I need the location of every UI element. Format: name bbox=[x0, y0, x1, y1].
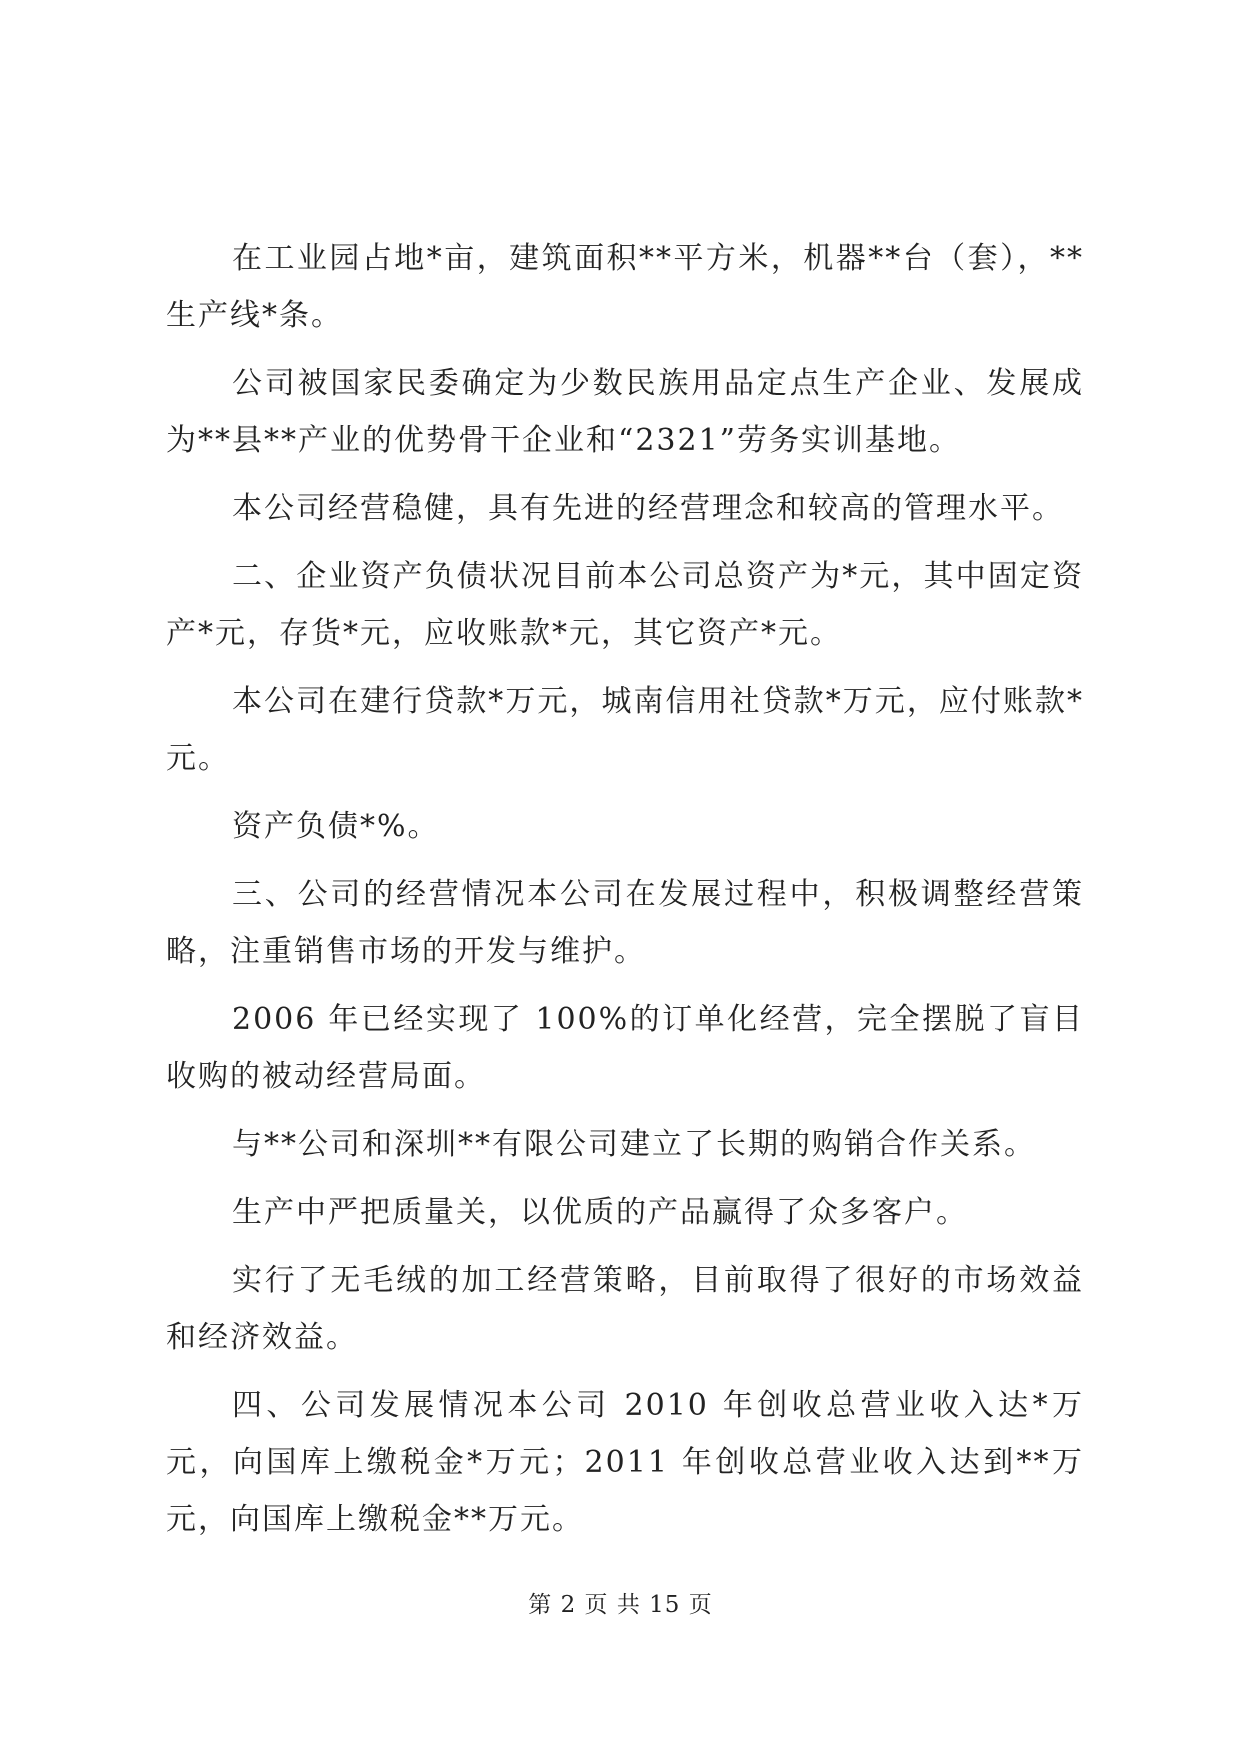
paragraph: 在工业园占地*亩，建筑面积**平方米，机器**台（套），**生产线*条。 bbox=[166, 241, 1084, 333]
paragraph: 生产中严把质量关，以优质的产品赢得了众多客户。 bbox=[232, 1195, 968, 1230]
page-number: 第 2 页 共 15 页 bbox=[528, 1592, 713, 1618]
paragraph: 本公司经营稳健，具有先进的经营理念和较高的管理水平。 bbox=[232, 491, 1064, 526]
paragraph: 三、公司的经营情况本公司在发展过程中，积极调整经营策略，注重销售市场的开发与维护。 bbox=[166, 877, 1084, 969]
paragraph: 实行了无毛绒的加工经营策略，目前取得了很好的市场效益和经济效益。 bbox=[166, 1263, 1084, 1355]
paragraph: 四、公司发展情况本公司 2010 年创收总营业收入达*万元，向国库上缴税金*万元；2011 年创收总营业收入达到**万元，向国库上缴税金**万元。 bbox=[166, 1388, 1084, 1537]
paragraph: 公司被国家民委确定为少数民族用品定点生产企业、发展成为**县**产业的优势骨干企业和“2321”劳务实训基地。 bbox=[166, 366, 1084, 458]
paragraph: 二、企业资产负债状况目前本公司总资产为*元，其中固定资产*元，存货*元，应收账款*元，其它资产*元。 bbox=[166, 559, 1084, 651]
document-body bbox=[166, 230, 1084, 1548]
paragraph: 与**公司和深圳**有限公司建立了长期的购销合作关系。 bbox=[232, 1127, 1036, 1162]
paragraph: 2006 年已经实现了 100%的订单化经营，完全摆脱了盲目收购的被动经营局面。 bbox=[166, 1002, 1084, 1094]
paragraph: 本公司在建行贷款*万元，城南信用社贷款*万元，应付账款*元。 bbox=[166, 684, 1084, 776]
paragraph: 资产负债*%。 bbox=[232, 809, 440, 844]
